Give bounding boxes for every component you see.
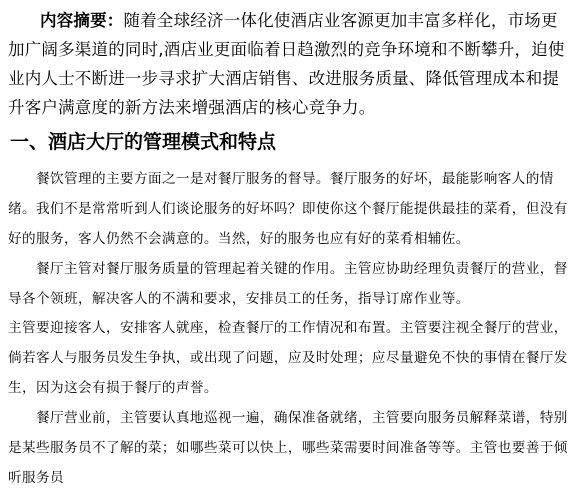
body-paragraph-3: 主管要迎接客人，安排客人就座，检查餐厅的工作情况和布置。主管要注视全餐厅的营业，倘若客人与服务员发生争执，或出现了问题，应及时处理；应尽量避免不快的事情在餐厅发生，因为这会有损于餐厅的声誉。	[8, 320, 568, 396]
abstract-label: 内容摘要：	[40, 11, 124, 30]
body-paragraph-4: 餐厅营业前，主管要认真地巡视一遍，确保准备就绪，主管要向服务员解释菜谱，特别是某些服务员不了解的菜；如哪些菜可以快上，哪些菜需要时间准备等等。主管也要善于倾听服务员	[8, 410, 568, 486]
body-paragraph-2	[8, 254, 569, 314]
body-paragraph-2-text: 餐厅主管对餐厅服务质量的管理起着关键的作用。主管应协助经理负责餐厅的营业，督导各个领班，解决客人的不满和要求，安排员工的任务，指导订席作业等。	[8, 261, 568, 307]
abstract-text: 随着全球经济一体化使酒店业客源更加丰富多样化，市场更加广阔多渠道的同时,酒店业更面临着日趋激烈的竞争环境和不断攀升，迫使业内人士不断进一步寻求扩大酒店销售、改进服务质量、降低管理成本和提升客户满意度的新方法来增强酒店的核心竞争力。	[8, 11, 565, 117]
section-heading: 一、酒店大厅的管理模式和特点	[10, 131, 277, 153]
body-paragraph-1: 餐饮管理的主要方面之一是对餐厅服务的督导。餐厅服务的好坏，最能影响客人的情绪。我们不是常常听到人们谈论服务的好坏吗？即使你这个餐厅能提供最挂的菜肴，但没有好的服务，客人仍然不会满意的。当然，好的服务也应有好的菜肴相辅佐。	[8, 171, 568, 247]
abstract-paragraph	[8, 6, 569, 122]
